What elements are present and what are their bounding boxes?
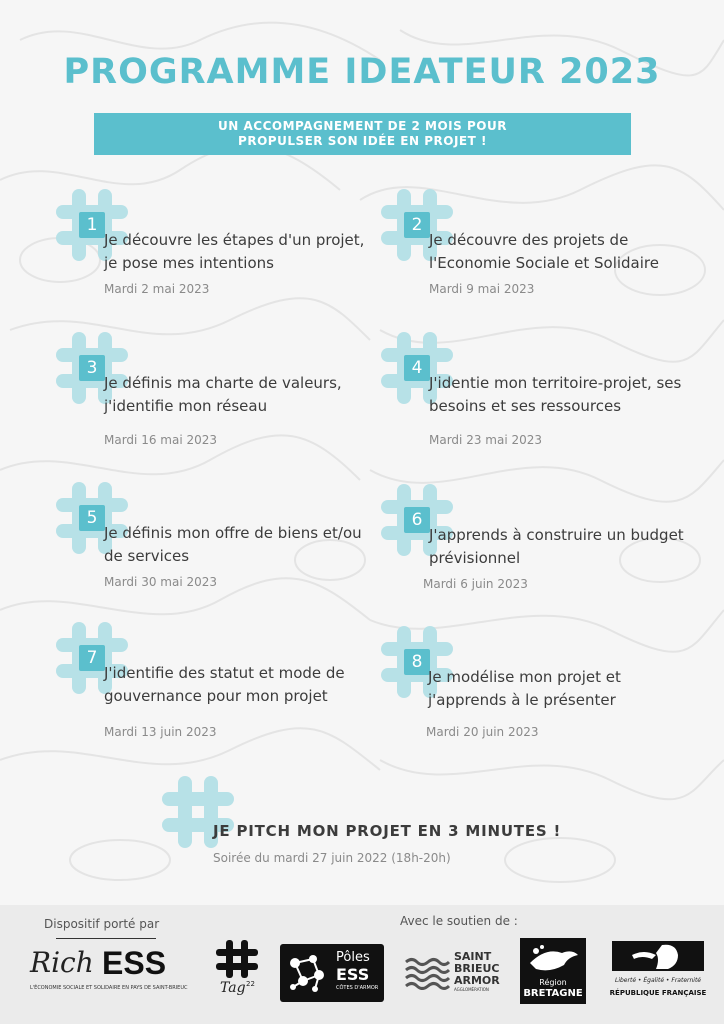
richess-rich: Rich [30, 946, 94, 979]
region-bretagne-logo [520, 938, 586, 1004]
step-5 [52, 478, 362, 598]
tag22-sup: 22 [246, 980, 255, 988]
step-description: J'identifie des statut et mode de gouvernance pour mon projet [104, 664, 345, 705]
footer [0, 905, 724, 1024]
step-8 [377, 622, 677, 742]
richess-logo [26, 938, 196, 1000]
step-description: Je découvre les étapes d'un projet, je pose mes intentions [104, 231, 365, 272]
subtitle-banner [94, 113, 631, 155]
step-description: Je découvre des projets de l'Economie Sociale et Solidaire [429, 231, 659, 272]
step-date: Mardi 2 mai 2023 [104, 282, 210, 296]
step-number: 4 [404, 355, 430, 381]
bird-icon [526, 943, 580, 977]
step-4 [377, 328, 682, 448]
step-description: J'identie mon territoire-projet, ses besoins et ses ressources [429, 374, 682, 415]
marianne-icon [612, 941, 704, 971]
poles-line-1: Pôles [336, 950, 370, 965]
tag22-text: Tag [220, 980, 246, 996]
poles-line-3: CÔTES D'ARMOR [336, 985, 379, 991]
banner-line-2: PROPULSER SON IDÉE EN PROJET ! [238, 134, 487, 148]
step-number: 7 [79, 645, 105, 671]
step-6 [377, 480, 684, 600]
page-title: PROGRAMME IDEATEUR 2023 [63, 52, 661, 92]
step-date: Mardi 13 juin 2023 [104, 725, 217, 739]
republique-logo [606, 941, 710, 1003]
sb-line-1: SAINT [454, 950, 492, 963]
support-label: Avec le soutien de : [400, 914, 518, 928]
step-3 [52, 328, 352, 448]
step-date: Mardi 6 juin 2023 [423, 577, 528, 591]
republique-motto: Liberté • Égalité • Fraternité [614, 977, 701, 984]
region-line-1: Région [539, 978, 567, 987]
step-7 [52, 618, 352, 738]
sb-line-4: AGGLOMÉRATION [454, 987, 489, 992]
step-date: Mardi 9 mai 2023 [429, 282, 535, 296]
step-date: Mardi 23 mai 2023 [429, 433, 543, 447]
step-date: Mardi 16 mai 2023 [104, 433, 218, 447]
pitch-title: JE PITCH MON PROJET EN 3 MINUTES ! [213, 822, 562, 840]
tag22-logo [214, 938, 260, 1000]
step-description: J'apprends à construire un budget prévisionnel [429, 526, 684, 567]
republique-name: RÉPUBLIQUE FRANÇAISE [609, 989, 707, 997]
step-description: Je définis ma charte de valeurs, j'identifie mon réseau [104, 374, 342, 415]
step-date: Mardi 30 mai 2023 [104, 575, 218, 589]
richess-tagline: L'ÉCONOMIE SOCIALE ET SOLIDAIRE EN PAYS DE SAINT-BRIEUC [30, 985, 188, 991]
saint-brieuc-logo [404, 950, 504, 1000]
step-number: 8 [404, 649, 430, 675]
pitch-subtitle: Soirée du mardi 27 juin 2022 (18h-20h) [213, 851, 451, 865]
waves-icon [404, 956, 450, 990]
step-description: Je définis mon offre de biens et/ou de services [104, 524, 362, 565]
sb-line-3: ARMOR [454, 974, 500, 987]
tag22-hash-icon [214, 938, 260, 980]
step-number: 3 [79, 355, 105, 381]
poles-line-2: ESS [336, 965, 370, 984]
sb-line-2: BRIEUC [454, 962, 500, 975]
step-number: 2 [404, 212, 430, 238]
step-2 [377, 185, 677, 305]
richess-ess: ESS [102, 945, 167, 981]
step-description: Je modélise mon projet et j'apprends à le présenter [428, 668, 621, 709]
region-line-2: BRETAGNE [523, 988, 583, 999]
step-number: 6 [404, 507, 430, 533]
step-number: 1 [79, 212, 105, 238]
banner-line-1: UN ACCOMPAGNEMENT DE 2 MOIS POUR [218, 119, 507, 133]
step-date: Mardi 20 juin 2023 [426, 725, 539, 739]
carried-by-label: Dispositif porté par [44, 917, 160, 931]
step-number: 5 [79, 505, 105, 531]
molecule-icon [285, 951, 329, 995]
step-1 [52, 185, 365, 305]
hashtag-icon [158, 772, 238, 852]
poles-ess-logo [280, 944, 384, 1002]
